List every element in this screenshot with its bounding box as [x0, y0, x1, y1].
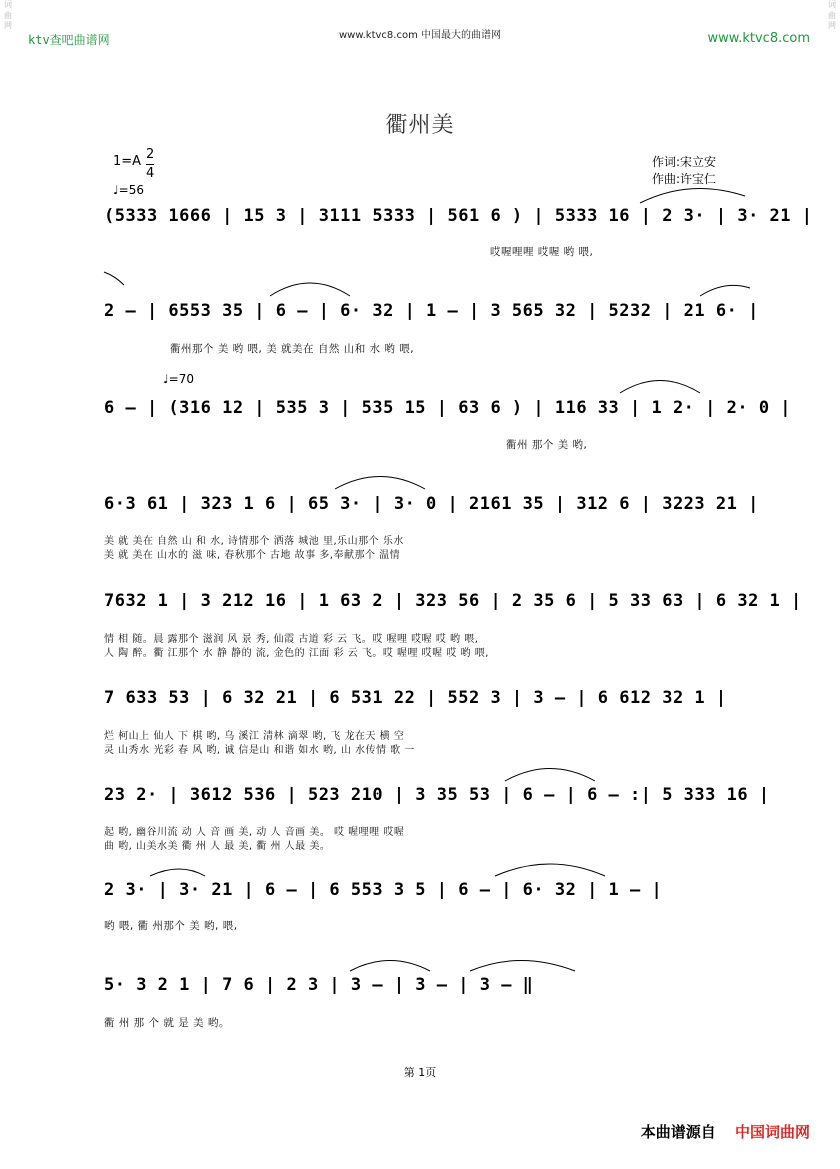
lyric-line-1: 哎喔哩哩 哎喔 哟 喂,	[490, 246, 594, 258]
lyric-line-6a: 烂 柯山上 仙人 下 棋 哟, 乌 溪江 清林 滴翠 哟, 飞 龙在天 横 空	[104, 731, 405, 742]
slur-arc	[620, 381, 700, 394]
footer-source-text: 本曲谱源自	[640, 1123, 716, 1141]
notation-line-2: 2 – | 6553 35 | 6 – | 6· 32 | 1 – | 3 565 32 | 5232 | 21 6· |	[104, 301, 759, 321]
slur-arc	[270, 283, 350, 296]
notation-line-1: (5333 1666 | 15 3 | 3111 5333 | 561 6 ) | 5333 16 | 2 3· | 3· 21 |	[104, 206, 813, 226]
slur-arc	[470, 961, 575, 972]
header-right-link[interactable]: www.ktvc8.com	[707, 31, 810, 46]
slur-arc	[700, 285, 750, 296]
tempo-marking-2: ♩=70	[163, 372, 194, 386]
lyric-line-6b: 灵 山秀水 光彩 春 风 哟, 诚 信是山 和谐 如水 哟, 山 水传情 歌 一	[104, 745, 415, 756]
lyric-line-9: 衢 州 那 个 就 是 美 哟。	[104, 1017, 230, 1029]
slur-arc	[350, 961, 430, 972]
lyric-line-5b: 人 陶 醉。衢 江那个 水 静 静的 流, 金色的 江面 彩 云 飞。哎 喔哩 哎喔 哎 哟 喂,	[104, 648, 489, 659]
notation-line-7: 23 2· | 3612 536 | 523 210 | 3 35 53 | 6 – | 6 – :| 5 333 16 |	[104, 785, 770, 805]
slur-arc	[335, 477, 425, 490]
tempo-marking: ♩=56	[113, 183, 144, 197]
lyric-line-3: 衢州 那个 美 哟,	[506, 439, 588, 451]
lyric-line-7b: 曲 哟, 山美水美 衢 州 人 最 美, 衢 州 人最 美。	[104, 841, 331, 852]
header-left-link[interactable]: ktv查吧曲谱网	[28, 33, 110, 47]
composer-credit: 作曲:许宝仁	[652, 172, 717, 186]
lyric-line-7a: 起 哟, 幽谷川流 动 人 音 画 美, 动 人 音画 美。 哎 喔哩哩 哎喔	[104, 827, 405, 838]
page-number: 第 1页	[403, 1066, 437, 1079]
footer-credit	[641, 1121, 810, 1142]
time-signature-top: 2	[146, 147, 155, 162]
slur-arc	[640, 188, 745, 203]
time-signature-bottom: 4	[146, 166, 155, 181]
lyric-line-8: 哟 喂, 衢 州那个 美 哟, 喂,	[104, 920, 238, 932]
notation-line-9: 5· 3 2 1 | 7 6 | 2 3 | 3 – | 3 – | 3 – ‖	[104, 975, 534, 995]
lyric-line-4a: 美 就 美在 自然 山 和 水, 诗情那个 洒落 城池 里,乐山那个 乐水	[104, 536, 404, 547]
header-center-text: www.ktvc8.com 中国最大的曲谱网	[338, 30, 501, 41]
lyricist-credit: 作词:宋立安	[652, 155, 717, 169]
lyric-line-4b: 美 就 美在 山水的 滋 味, 春秋那个 古地 故事 多,奉献那个 温情	[104, 550, 401, 561]
slur-arc	[104, 272, 124, 285]
slur-arc	[150, 869, 205, 876]
key-signature: 1=A	[113, 154, 142, 169]
notation-line-6: 7 633 53 | 6 32 21 | 6 531 22 | 552 3 | 3 – | 6 612 32 1 |	[104, 688, 727, 708]
watermark-text: 词曲网	[4, 0, 12, 30]
notation-line-5: 7632 1 | 3 212 16 | 1 63 2 | 323 56 | 2 35 6 | 5 33 63 | 6 32 1 |	[104, 591, 802, 611]
song-title: 衢州美	[385, 113, 455, 138]
notation-line-4: 6·3 61 | 323 1 6 | 65 3· | 3· 0 | 2161 35 | 312 6 | 3223 21 |	[104, 494, 759, 514]
watermark-text: 词曲网	[828, 0, 836, 30]
lyric-line-2: 衢州那个 美 哟 喂, 美 就美在 自然 山和 水 哟 喂,	[170, 343, 415, 355]
notation-line-3: 6 – | (316 12 | 535 3 | 535 15 | 63 6 ) | 116 33 | 1 2· | 2· 0 |	[104, 398, 792, 418]
slur-arc	[495, 864, 605, 876]
slur-arc	[505, 769, 595, 782]
lyric-line-5a: 情 相 随。晨 露那个 滋润 风 景 秀, 仙霞 古道 彩 云 飞。哎 喔哩 哎喔 哎 哟 喂,	[104, 634, 479, 645]
footer-site-link[interactable]: 中国词曲网	[734, 1123, 810, 1141]
notation-line-8: 2 3· | 3· 21 | 6 – | 6 553 3 5 | 6 – | 6· 32 | 1 – |	[104, 880, 663, 900]
